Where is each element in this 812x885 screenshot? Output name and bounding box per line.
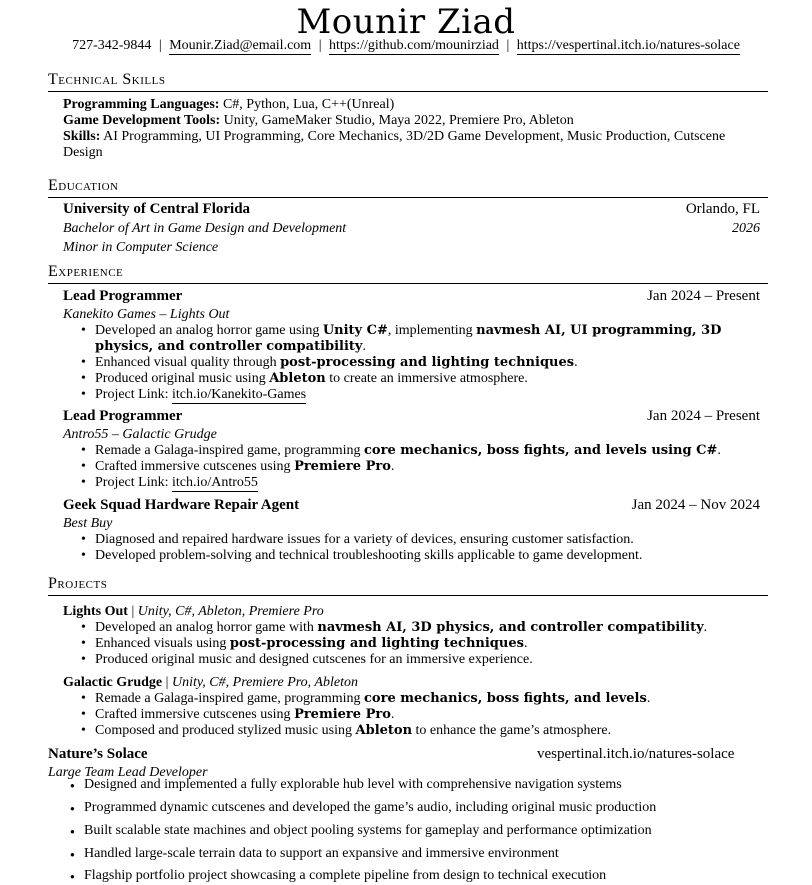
phone: 727-342-9844 xyxy=(72,38,152,53)
minor: Minor in Computer Science xyxy=(63,240,219,255)
project-bullet: • Developed an analog horror game with navmesh AI, 3D physics, and controller compatibility. xyxy=(95,620,707,636)
grad-year: 2026 xyxy=(732,221,760,236)
project-role: Large Team Lead Developer xyxy=(48,765,208,780)
label: Game Development Tools: xyxy=(63,113,221,128)
separator: | xyxy=(318,38,322,53)
email-link[interactable]: Mounir.Ziad@email.com xyxy=(169,38,312,53)
project-bullet: • Enhanced visuals using post-processing and lighting techniques. xyxy=(95,636,527,652)
job-company: Antro55 – Galactic Grudge xyxy=(63,427,217,442)
project-bullet: • Composed and produced stylized music using Ableton to enhance the game’s atmosphere. xyxy=(95,723,611,739)
project-bullet: • Remade a Galaga-inspired game, programming core mechanics, boss fights, and levels. xyxy=(95,691,650,707)
school-name: University of Central Florida xyxy=(63,201,251,217)
project-link[interactable]: vespertinal.itch.io/natures-solace xyxy=(537,746,735,762)
job-dates: Jan 2024 – Present xyxy=(647,408,760,424)
section-title-skills: Technical Skills xyxy=(48,71,166,88)
job-company: Kanekito Games – Lights Out xyxy=(63,307,230,322)
job-bullet: • Diagnosed and repaired hardware issues for a variety of devices, ensuring customer satisfaction. xyxy=(95,532,634,548)
job-bullet: • Project Link: itch.io/Antro55 xyxy=(95,475,258,491)
project-link[interactable]: itch.io/Kanekito-Games xyxy=(172,387,307,402)
value: Unity, GameMaker Studio, Maya 2022, Premiere Pro, Ableton xyxy=(223,113,574,128)
value: AI Programming, UI Programming, Core Mechanics, 3D/2D Game Development, Music Production, Cutscene xyxy=(103,129,726,144)
value: C#, Python, Lua, C++(Unreal) xyxy=(222,97,395,112)
job-company: Best Buy xyxy=(63,516,113,531)
project-bullet: • Crafted immersive cutscenes using Premiere Pro. xyxy=(95,707,394,723)
section-title-projects: Projects xyxy=(48,575,108,592)
project-heading: Galactic Grudge | Unity, C#, Premiere Pro, Ableton xyxy=(63,675,358,690)
contact-line xyxy=(0,38,812,54)
label: Programming Languages: xyxy=(63,97,220,112)
job-bullet: • Crafted immersive cutscenes using Premiere Pro. xyxy=(95,459,394,475)
skills-list xyxy=(63,129,725,145)
label: Skills: xyxy=(63,129,101,144)
project-bullet: • Produced original music and designed cutscenes for an immersive experience. xyxy=(95,652,533,668)
project-bullet: ● Built scalable state machines and object pooling systems for gameplay and performance optimization xyxy=(84,823,652,839)
job-bullet: • Produced original music using Ableton to create an immersive atmosphere. xyxy=(95,371,528,387)
project-bullet: ● Flagship portfolio project showcasing a complete pipeline from design to technical execution xyxy=(84,868,606,884)
project-bullet: ● Designed and implemented a fully explorable hub level with comprehensive navigation systems xyxy=(84,777,622,793)
section-title-experience: Experience xyxy=(48,263,124,280)
github-link[interactable]: https://github.com/mounirziad xyxy=(329,38,499,53)
project-tech: Unity, C#, Premiere Pro, Ableton xyxy=(171,675,358,690)
job-dates: Jan 2024 – Nov 2024 xyxy=(631,497,760,513)
name-heading: Mounir Ziad xyxy=(296,2,516,42)
section-rule xyxy=(48,91,768,92)
job-role: Lead Programmer xyxy=(63,288,183,304)
job-role: Geek Squad Hardware Repair Agent xyxy=(63,497,300,513)
skills-languages xyxy=(63,97,394,113)
project-name: Lights Out xyxy=(63,604,128,619)
job-dates: Jan 2024 – Present xyxy=(647,288,760,304)
section-rule xyxy=(48,595,768,596)
project-bullet: ● Handled large-scale terrain data to support an expansive and immersive environment xyxy=(84,846,559,862)
job-bullet: • Remade a Galaga-inspired game, programming core mechanics, boss fights, and levels using C#. xyxy=(95,443,721,459)
itch-link[interactable]: https://vespertinal.itch.io/natures-solace xyxy=(516,38,740,53)
section-rule xyxy=(48,197,768,198)
job-bullet-cont: physics, and controller compatibility. xyxy=(95,339,366,354)
job-bullet: • Developed an analog horror game using Unity C#, implementing navmesh AI, UI programming, 3D xyxy=(95,323,721,339)
project-name: Nature’s Solace xyxy=(48,746,148,762)
project-tech: Unity, C#, Ableton, Premiere Pro xyxy=(137,604,324,619)
school-location: Orlando, FL xyxy=(685,201,760,217)
project-name: Galactic Grudge xyxy=(63,675,163,690)
job-bullet: • Enhanced visual quality through post-processing and lighting techniques. xyxy=(95,355,578,371)
separator: | xyxy=(506,38,510,53)
degree: Bachelor of Art in Game Design and Development xyxy=(63,221,347,236)
job-role: Lead Programmer xyxy=(63,408,183,424)
section-rule xyxy=(48,283,768,284)
project-link[interactable]: itch.io/Antro55 xyxy=(172,475,258,490)
section-title-education: Education xyxy=(48,177,119,194)
job-bullet: • Project Link: itch.io/Kanekito-Games xyxy=(95,387,306,403)
job-bullet: • Developed problem-solving and technical troubleshooting skills applicable to game development. xyxy=(95,548,642,564)
project-bullet: ● Programmed dynamic cutscenes and developed the game’s audio, including original music production xyxy=(84,800,656,816)
project-heading: Lights Out | Unity, C#, Ableton, Premiere Pro xyxy=(63,604,324,619)
skills-list-cont: Design xyxy=(63,145,103,160)
skills-tools xyxy=(63,113,574,129)
separator: | xyxy=(158,38,162,53)
